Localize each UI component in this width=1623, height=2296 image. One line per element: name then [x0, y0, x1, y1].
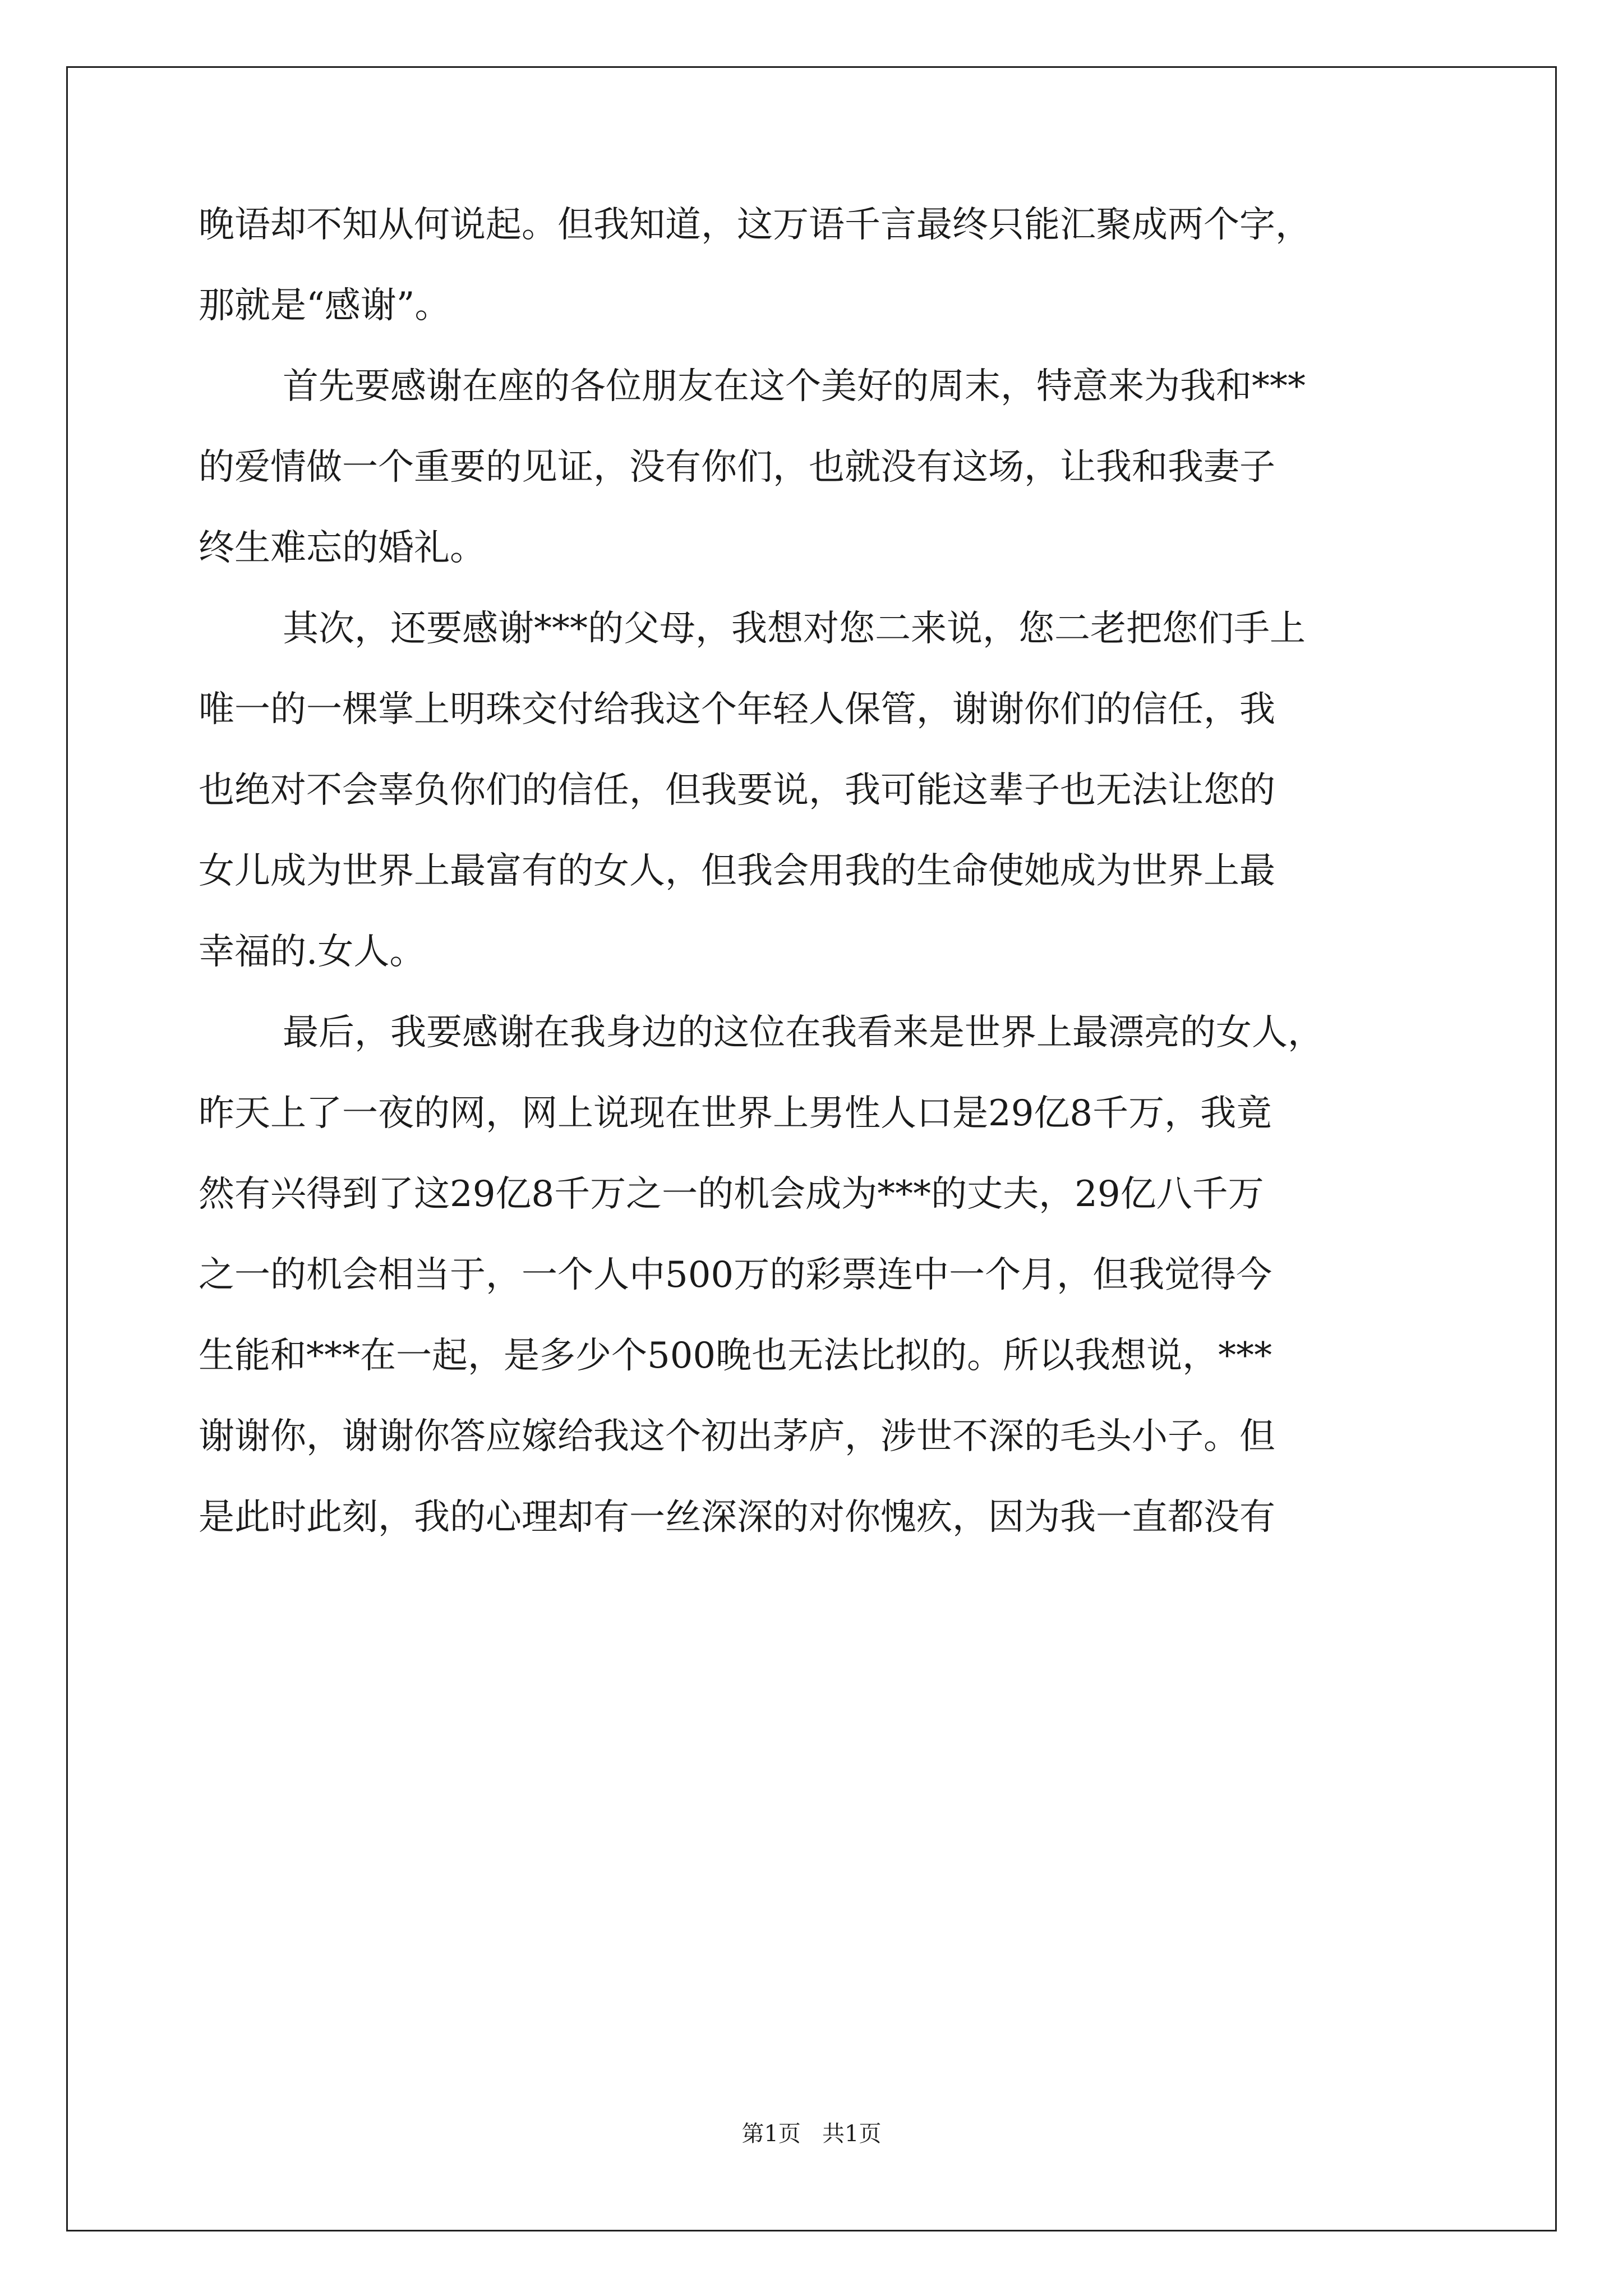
text-line: 幸福的.女人。 — [199, 931, 426, 973]
text-line: 的爱情做一个重要的见证，没有你们，也就没有这场，让我和我妻子 — [199, 447, 1275, 488]
paragraph-start-line: 首先要感谢在座的各位朋友在这个美好的周末，特意来为我和*** — [283, 366, 1306, 407]
text-line: 晚语却不知从何说起。但我知道，这万语千言最终只能汇聚成两个字， — [199, 204, 1311, 246]
text-line: 生能和***在一起，是多少个500晚也无法比拟的。所以我想说，*** — [199, 1335, 1272, 1377]
text-line: 终生难忘的婚礼。 — [199, 527, 486, 569]
text-line: 之一的机会相当于，一个人中500万的彩票连中一个月，但我觉得今 — [199, 1254, 1272, 1296]
text-line: 然有兴得到了这29亿8千万之一的机会成为***的丈夫，29亿八千万 — [199, 1174, 1264, 1215]
text-line: 女儿成为世界上最富有的女人，但我会用我的生命使她成为世界上最 — [199, 850, 1275, 892]
text-line: 是此时此刻，我的心理却有一丝深深的对你愧疚，因为我一直都没有 — [199, 1497, 1275, 1538]
page-number-footer: 第1页 共1页 — [741, 2121, 882, 2147]
text-line: 唯一的一棵掌上明珠交付给我这个年轻人保管，谢谢你们的信任，我 — [199, 689, 1275, 730]
text-line: 那就是“感谢”。 — [199, 285, 451, 326]
paragraph-start-line: 其次，还要感谢***的父母，我想对您二来说，您二老把您们手上 — [283, 608, 1306, 650]
text-line: 也绝对不会辜负你们的信任，但我要说，我可能这辈子也无法让您的 — [199, 770, 1275, 811]
paragraph-start-line: 最后，我要感谢在我身边的这位在我看来是世界上最漂亮的女人， — [283, 1012, 1324, 1053]
document-body — [199, 205, 1432, 1538]
text-line: 谢谢你，谢谢你答应嫁给我这个初出茅庐，涉世不深的毛头小子。但 — [199, 1416, 1275, 1457]
text-line: 昨天上了一夜的网，网上说现在世界上男性人口是29亿8千万，我竟 — [199, 1093, 1272, 1134]
